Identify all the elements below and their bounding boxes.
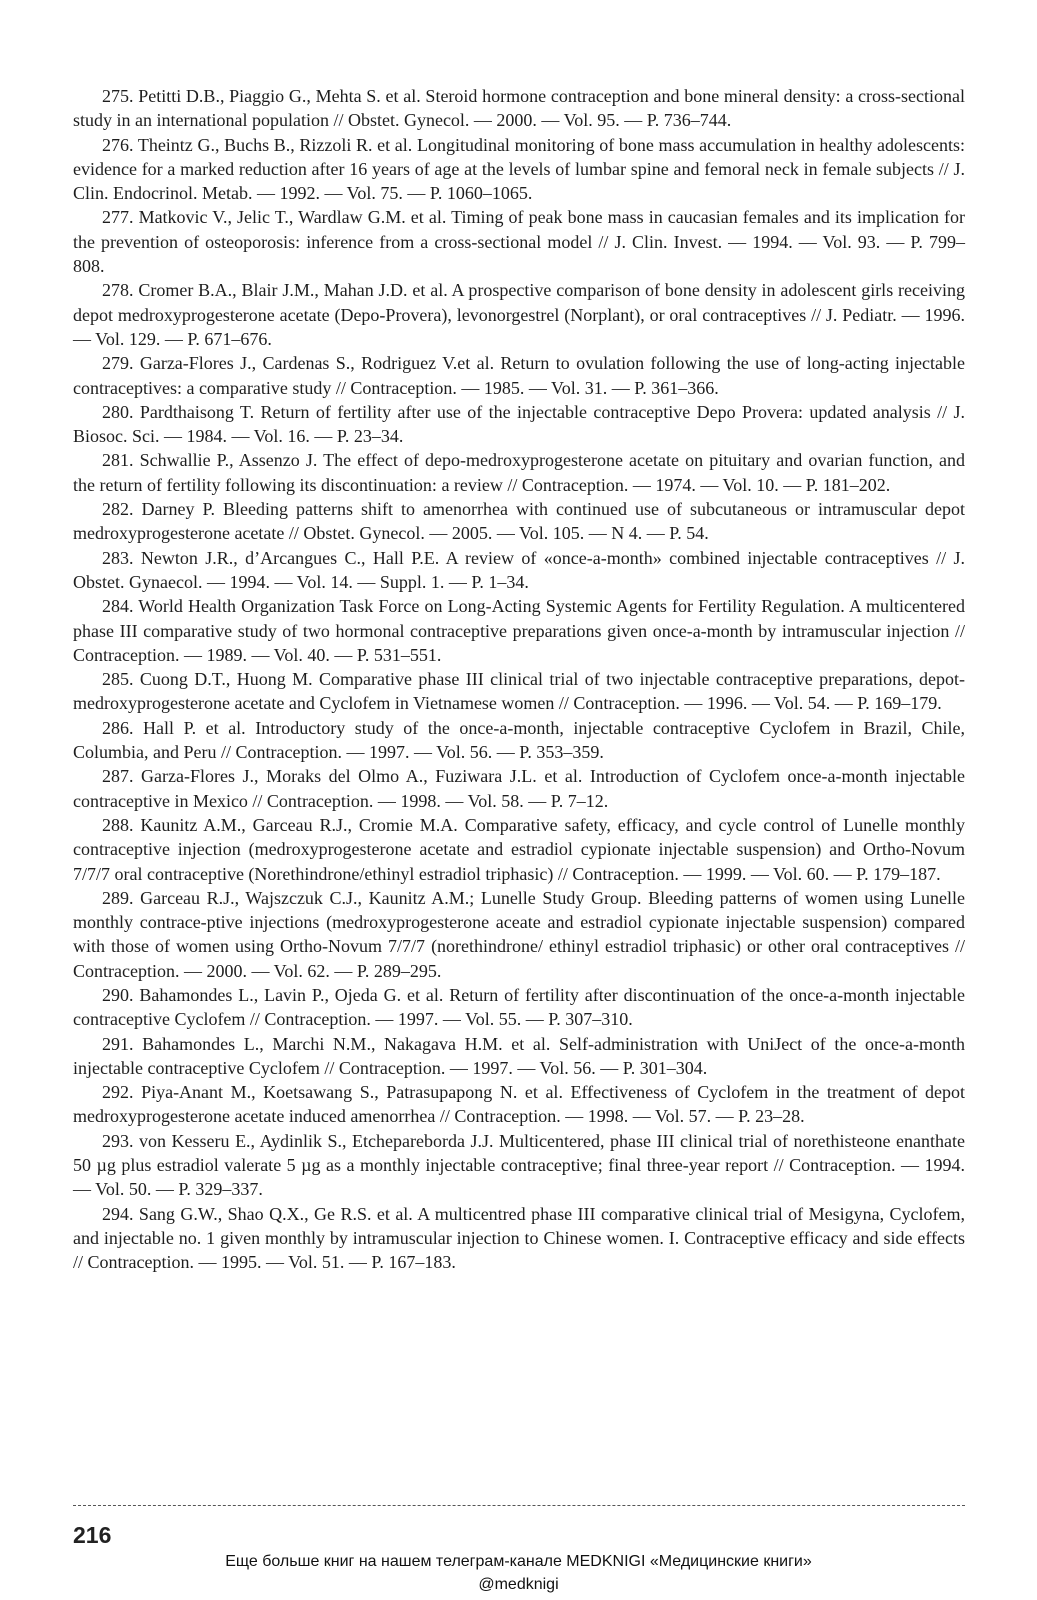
reference-item: 276. Theintz G., Buchs B., Rizzoli R. et al. Longitudinal monitoring of bone mass accumulation in healthy adolescents: evidence for a marked reduction after 16 years of age at the levels of lumbar spine and femoral neck in female subjects // J. Clin. Endocrinol. Metab. — 1992. — Vol. 75. — P. 1060–1065. bbox=[73, 134, 965, 204]
reference-item: 288. Kaunitz A.M., Garceau R.J., Cromie M.A. Comparative safety, efficacy, and cycle control of Lunelle monthly contraceptive injection (medroxyprogesterone acetate and estradiol cypionate injectable suspension) and Ortho-Novum 7/7/7 oral contraceptive (Norethindrone/ethinyl estradiol triphasic) // Contraception. — 1999. — Vol. 60. — P. 179–187. bbox=[73, 814, 965, 884]
reference-item: 292. Piya-Anant M., Koetsawang S., Patrasupapong N. et al. Effectiveness of Cyclofem in the treatment of depot medroxyprogesterone acetate induced amenorrhea // Contraception. — 1998. — Vol. 57. — P. 23–28. bbox=[73, 1082, 965, 1127]
reference-item: 290. Bahamondes L., Lavin P., Ojeda G. et al. Return of fertility after discontinuation of the once-a-month injectable contraceptive Cyclofem // Contraception. — 1997. — Vol. 55. — P. 307–310. bbox=[73, 984, 965, 1030]
reference-list bbox=[73, 84, 965, 1275]
footer-channel-handle: @medknigi bbox=[478, 1576, 559, 1593]
footer-promo bbox=[0, 1550, 1037, 1596]
reference-item: 285. Cuong D.T., Huong M. Comparative phase III clinical trial of two injectable contraceptive preparations, depot-medroxyprogesterone acetate and Cyclofem in Vietnamese women // Contraception. — 1996. — Vol. 54. — P. 169–179. bbox=[73, 669, 965, 714]
reference-item: 291. Bahamondes L., Marchi N.M., Nakagava H.M. et al. Self-administration with UniJect of the once-a-month injectable contraceptive Cyclofem // Contraception. — 1997. — Vol. 56. — P. 301–304. bbox=[73, 1033, 965, 1078]
reference-item: 283. Newton J.R., d’Arcangues C., Hall P.E. A review of «once-a-month» combined injectable contraceptives // J. Obstet. Gynaecol. — 1994. — Vol. 14. — Suppl. 1. — P. 1–34. bbox=[73, 547, 965, 592]
reference-item: 275. Petitti D.B., Piaggio G., Mehta S. et al. Steroid hormone contraception and bone mineral density: a cross-sectional study in an international population // Obstet. Gynecol. — 2000. — Vol. 95. — P. 736–744. bbox=[73, 86, 965, 131]
reference-item: 284. World Health Organization Task Force on Long-Acting Systemic Agents for Fertility Regulation. A multicentered phase III comparative study of two hormonal contraceptive preparations given once-a-month by intramuscular injection // Contraception. — 1989. — Vol. 40. — P. 531–551. bbox=[73, 596, 965, 665]
reference-item: 278. Cromer B.A., Blair J.M., Mahan J.D. et al. A prospective comparison of bone density in adolescent girls receiving depot medroxyprogesterone acetate (Depo-Provera), levonorgestrel (Norplant), or oral contraceptives // J. Pediatr. — 1996. — Vol. 129. — P. 671–676. bbox=[73, 280, 965, 349]
reference-item: 293. von Kesseru E., Aydinlik S., Etchepareborda J.J. Multicentered, phase III clinical trial of norethisteone enanthate 50 µg plus estradiol valerate 5 µg as a monthly injectable contraceptive; final three-year report // Contraception. — 1994. — Vol. 50. — P. 329–337. bbox=[73, 1130, 965, 1200]
reference-item: 282. Darney P. Bleeding patterns shift to amenorrhea with continued use of subcutaneous or intramuscular depot medroxyprogesterone acetate // Obstet. Gynecol. — 2005. — Vol. 105. — N 4. — P. 54. bbox=[73, 499, 965, 544]
footer-promo-text: Еще больше книг на нашем телеграм-канале MEDKNIGI «Медицинские книги» bbox=[225, 1553, 812, 1570]
reference-item: 280. Pardthaisong T. Return of fertility after use of the injectable contraceptive Depo Provera: updated analysis // J. Biosoc. Sci. — 1984. — Vol. 16. — P. 23–34. bbox=[73, 401, 965, 447]
reference-item: 277. Matkovic V., Jelic T., Wardlaw G.M. et al. Timing of peak bone mass in caucasian females and its implication for the prevention of osteoporosis: inference from a cross-sectional model // J. Clin. Invest. — 1994. — Vol. 93. — P. 799–808. bbox=[73, 207, 965, 277]
reference-item: 287. Garza-Flores J., Moraks del Olmo A., Fuziwara J.L. et al. Introduction of Cyclofem once-a-month injectable contraceptive in Mexico // Contraception. — 1998. — Vol. 58. — P. 7–12. bbox=[73, 766, 965, 811]
reference-item: 279. Garza-Flores J., Cardenas S., Rodriguez V.et al. Return to ovulation following the use of long-acting injectable contraceptives: a comparative study // Contraception. — 1985. — Vol. 31. — P. 361–366. bbox=[73, 353, 965, 398]
reference-item: 289. Garceau R.J., Wajszczuk C.J., Kaunitz A.M.; Lunelle Study Group. Bleeding patterns of women using Lunelle monthly contrace-ptive injections (medroxyprogesterone aceate and estradiol cypionate injectable suspension) compared with those of women using Ortho-Novum 7/7/7 (norethindrone/ ethinyl estradiol triphasic) or other oral contraceptives // Contraception. — 2000. — Vol. 62. — P. 289–295. bbox=[73, 887, 965, 981]
reference-item: 294. Sang G.W., Shao Q.X., Ge R.S. et al. A multicentred phase III comparative clinical trial of Mesigyna, Cyclofem, and injectable no. 1 given monthly by intramuscular injection to Chinese women. I. Contraceptive efficacy and side effects // Contraception. — 1995. — Vol. 51. — P. 167–183. bbox=[73, 1203, 965, 1273]
footer-divider bbox=[73, 1505, 965, 1506]
page-number: 216 bbox=[73, 1522, 112, 1548]
reference-item: 286. Hall P. et al. Introductory study of the once-a-month, injectable contraceptive Cyclofem in Brazil, Chile, Columbia, and Peru // Contraception. — 1997. — Vol. 56. — P. 353–359. bbox=[73, 717, 965, 763]
reference-item: 281. Schwallie P., Assenzo J. The effect of depo-medroxyprogesterone acetate on pituitary and ovarian function, and the return of fertility following its discontinuation: a review // Contraception. — 1974. — Vol. 10. — P. 181–202. bbox=[73, 450, 965, 495]
